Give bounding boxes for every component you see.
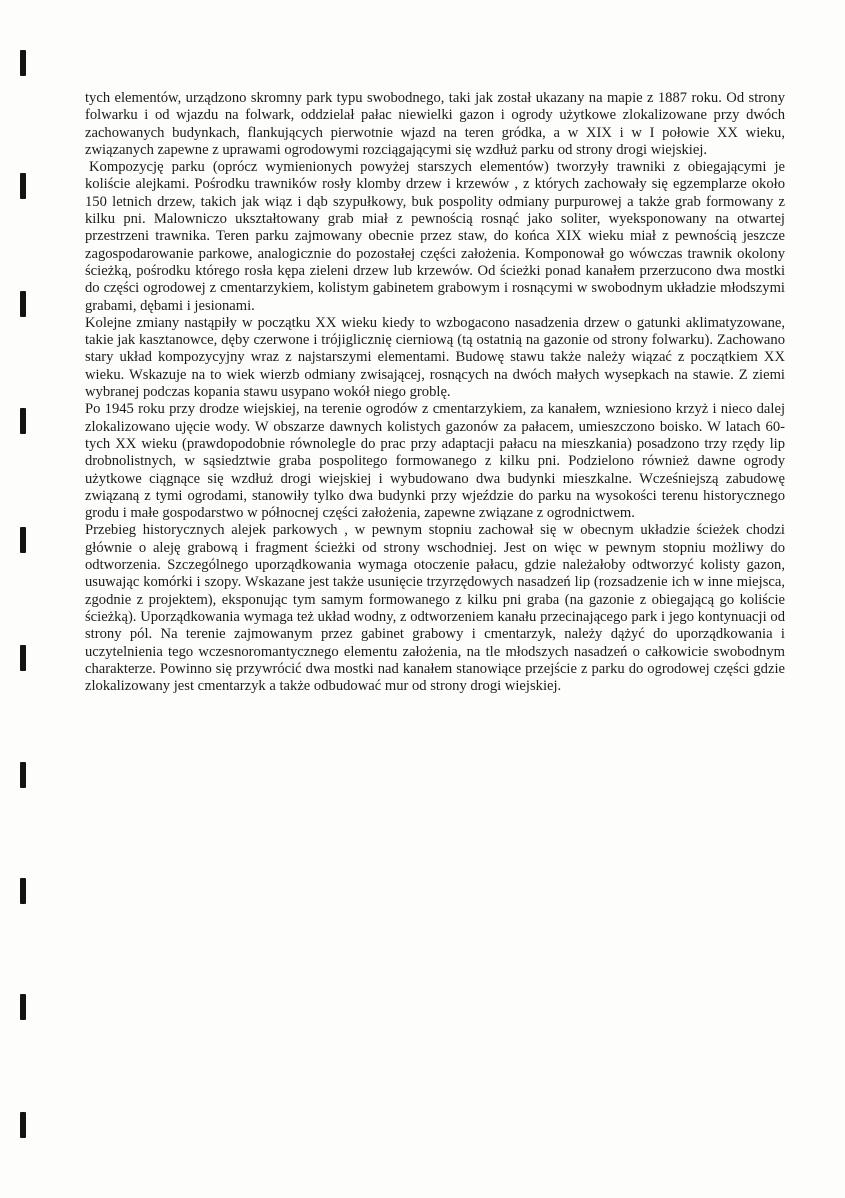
body-text (85, 90, 785, 695)
binding-hole-mark (20, 1112, 26, 1138)
binding-hole-mark (20, 50, 26, 76)
paragraph: Przebieg historycznych alejek parkowych , w pewnym stopniu zachował się w obecnym układzie ścieżek chodzi głównie o aleję grabową i fragment ścieżki od strony wschodniej. Jest on więc w pewnym stopniu możliwy do odtworzenia. Szczególnego uporządkowania wymaga otoczenie pałacu, gdzie należałoby odtworzyć kolisty gazon, usuwając komórki i szopy. Wskazane jest także usunięcie trzyrzędowych nasadzeń lip (rozsadzenie ich w inne miejsca, zgodnie z projektem), eksponując tym samym formowanego z kilku pni graba (na gazonie z obiegającą go koliście ścieżką). Uporządkowania wymaga też układ wodny, z odtworzeniem kanału przecinającego park i jego kontynuacji od strony pól. Na terenie zajmowanym przez gabinet grabowy i cmentarzyk, należy dążyć do uporządkowania i uczytelnienia tego wczesnoromantycznego elementu założenia, na tle młodszych nasadzeń o całkowicie swobodnym charakterze. Powinno się przywrócić dwa mostki nad kanałem stanowiące przejście z parku do ogrodowej części gdzie zlokalizowany jest cmentarzyk a także odbudować mur od strony drogi wiejskiej. (85, 522, 785, 695)
binding-hole-mark (20, 173, 26, 199)
binding-hole-mark (20, 762, 26, 788)
binding-hole-mark (20, 408, 26, 434)
binding-hole-mark (20, 645, 26, 671)
paragraph: Kolejne zmiany nastąpiły w początku XX wieku kiedy to wzbogacono nasadzenia drzew o gatunki aklimatyzowane, takie jak kasztanowce, dęby czerwone i trójiglicznię cierniową (tą ostatnią na gazonie od strony folwarku). Zachowano stary układ kompozycyjny wraz z najstarszymi elementami. Budowę stawu także należy wiązać z początkiem XX wieku. Wskazuje na to wiek wierzb odmiany zwisającej, rosnących na dwóch małych wysepkach na stawie. Z ziemi wybranej podczas kopania stawu usypano wokół niego groblę. (85, 314, 785, 401)
paragraph: tych elementów, urządzono skromny park typu swobodnego, taki jak został ukazany na mapie z 1887 roku. Od strony folwarku i od wjazdu na folwark, oddzielał pałac niewielki gazon i ogrody użytkowe zlokalizowane przy dwóch zachowanych budynkach, flankujących pierwotnie wjazd na teren gródka, a w XIX i w I połowie XX wieku, związanych zapewne z uprawami ogrodowymi rozciągającymi się wzdłuż parku od strony drogi wiejskiej. (85, 90, 785, 158)
paragraph: Kompozycję parku (oprócz wymienionych powyżej starszych elementów) tworzyły trawniki z obiegającymi je koliście alejkami. Pośrodku trawników rosły klomby drzew i krzewów , z których zachowały się egzemplarze około 150 letnich drzew, takich jak wiąz i dąb szypułkowy, buk pospolity odmiany purpurowej a także grab formowany z kilku pni. Malowniczo ukształtowany grab miał z pewnością rosnąć jako soliter, wyeksponowany na otwartej przestrzeni trawnika. Teren parku zajmowany obecnie przez staw, do końca XIX wieku miał z pewnością jeszcze zagospodarowanie parkowe, analogicznie do pozostałej części założenia. Komponował go wówczas trawnik okolony ścieżką, pośrodku którego rosła kępa zieleni drzew lub krzewów. Od ścieżki ponad kanałem przerzucono dwa mostki do części ogrodowej z cmentarzykiem, kolistym gabinetem grabowym i rosnącymi w swobodnym układzie młodszymi grabami, dębami i jesionami. (85, 159, 785, 314)
binding-hole-mark (20, 291, 26, 317)
binding-hole-mark (20, 878, 26, 904)
binding-hole-mark (20, 994, 26, 1020)
binding-hole-mark (20, 527, 26, 553)
paragraph: Po 1945 roku przy drodze wiejskiej, na terenie ogrodów z cmentarzykiem, za kanałem, wzniesiono krzyż i nieco dalej zlokalizowano ujęcie wody. W obszarze dawnych kolistych gazonów za pałacem, umieszczono boisko. W latach 60-tych XX wieku (prawdopodobnie równolegle do prac przy adaptacji pałacu na mieszkania) posadzono trzy rzędy lip drobnolistnych, w sąsiedztwie graba pospolitego formowanego z kilku pni. Podzielono również dawne ogrody użytkowe ciągnące się wzdłuż drogi wiejskiej i wybudowano dwa budynki mieszkalne. Wcześniejszą zabudowę związaną z tymi ogrodami, stanowiły tylko dwa budynki przy wjeździe do parku na wysokości terenu historycznego grodu i małe gospodarstwo w północnej części założenia, zapewne związane z ogrodnictwem. (85, 401, 785, 522)
